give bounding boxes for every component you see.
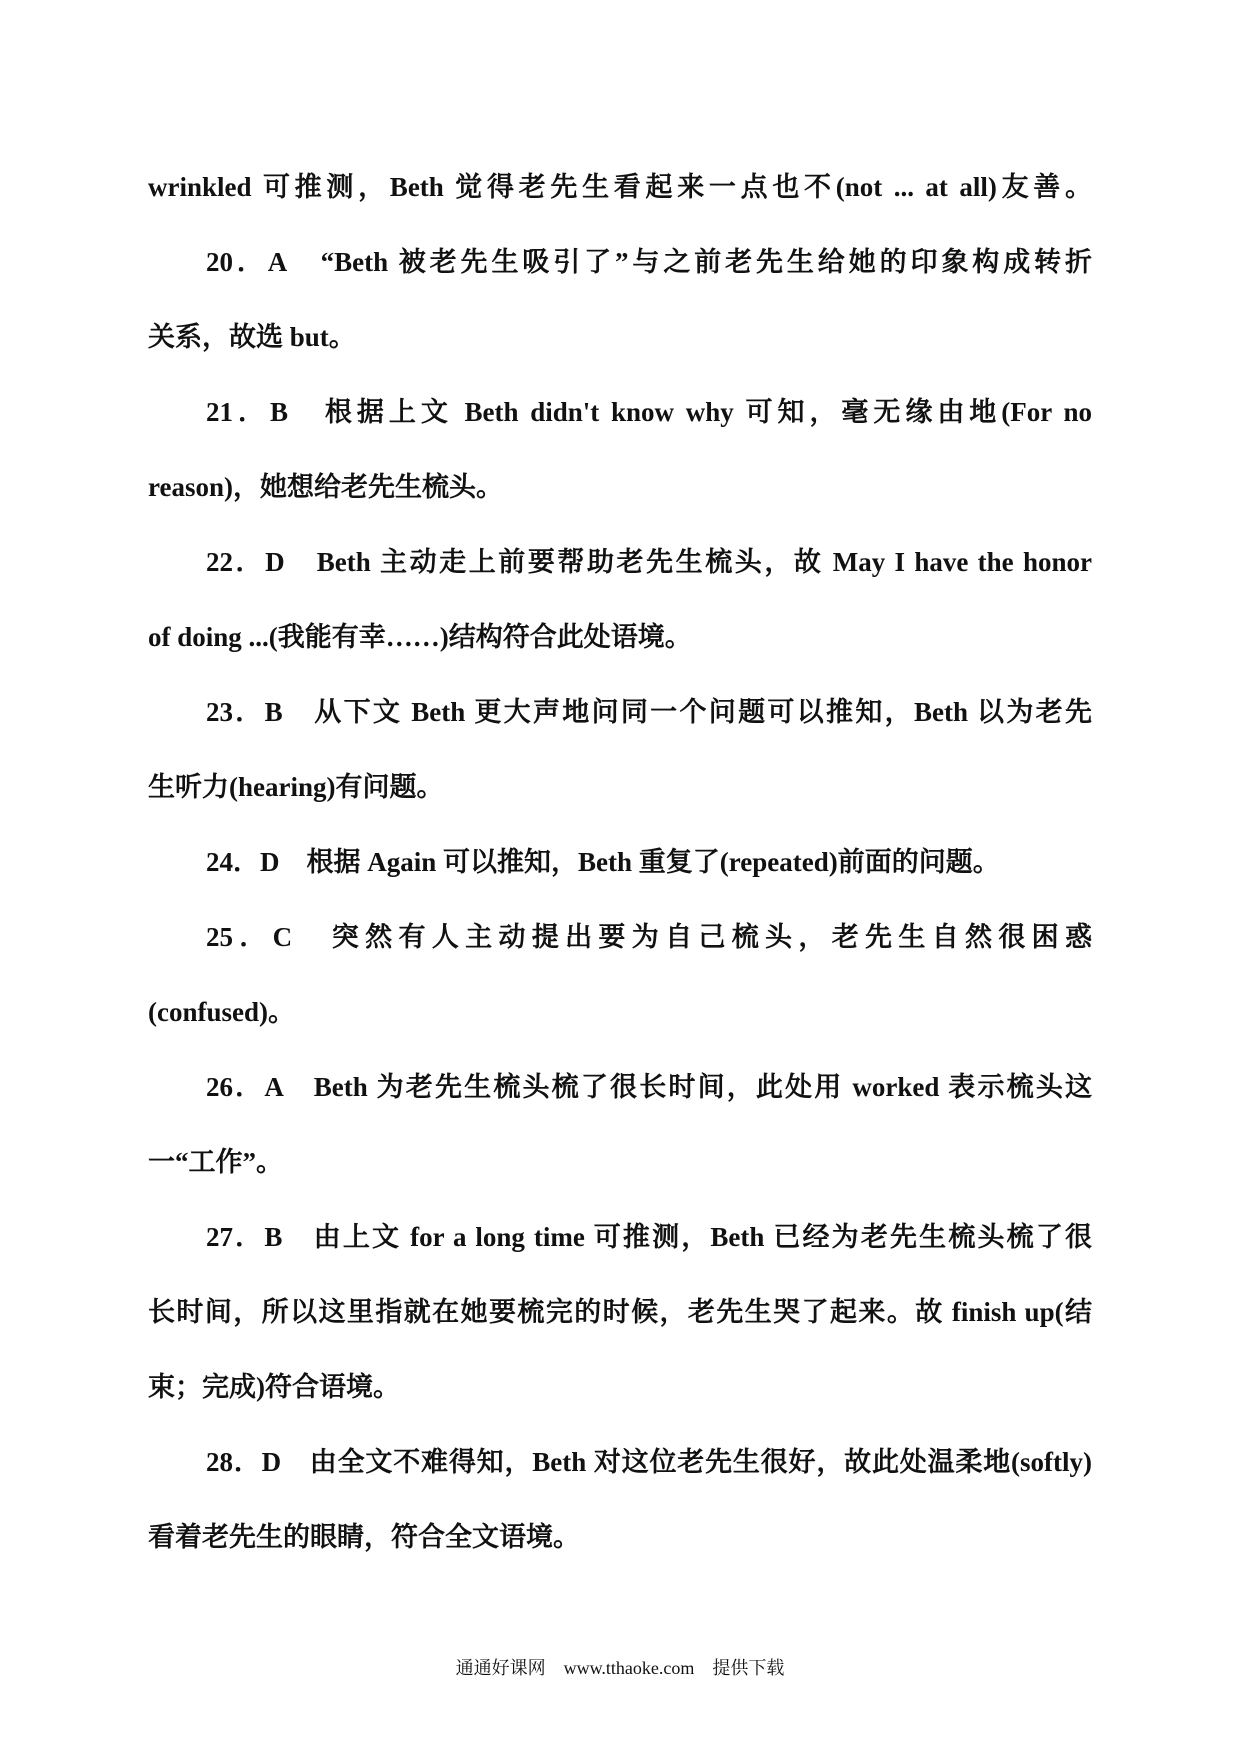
answer-26-line-1: 26．A Beth 为老先生梳头梳了很长时间，此处用 worked 表示梳头这 [206,1072,1092,1102]
answer-21-line-1: 21．B 根据上文 Beth didn't know why 可知，毫无缘由地(For no [206,397,1092,427]
answer-24-line-1: 24．D 根据 Again 可以推知，Beth 重复了(repeated)前面的问题。 [206,847,1000,877]
answer-21-line-2: reason)，她想给老先生梳头。 [148,472,503,502]
answer-28-line-2: 看着老先生的眼睛，符合全文语境。 [148,1522,580,1552]
answer-28-line-1: 28．D 由全文不难得知，Beth 对这位老先生很好，故此处温柔地(softly) [206,1447,1092,1477]
page-footer: 通通好课网 www.tthaoke.com 提供下载 [455,1658,785,1678]
answer-20-line-1: 20．A “Beth 被老先生吸引了”与之前老先生给她的印象构成转折 [206,247,1092,277]
answer-22-line-1: 22．D Beth 主动走上前要帮助老先生梳头，故 May I have the honor [206,547,1092,577]
answer-explanations [148,150,1092,1575]
answer-23-line-2: 生听力(hearing)有问题。 [148,772,444,802]
answer-27-line-2: 长时间，所以这里指就在她要梳完的时候，老先生哭了起来。故 finish up(结 [148,1297,1092,1327]
answer-23-line-1: 23．B 从下文 Beth 更大声地问同一个问题可以推知，Beth 以为老先 [206,697,1092,727]
answer-22-line-2: of doing ...(我能有幸……)结构符合此处语境。 [148,622,692,652]
answer-27-line-1: 27．B 由上文 for a long time 可推测，Beth 已经为老先生梳头梳了很 [206,1222,1092,1252]
text-line: wrinkled 可推测，Beth 觉得老先生看起来一点也不(not ... at all)友善。 [148,172,1092,202]
answer-25-line-2: (confused)。 [148,997,295,1027]
answer-25-line-1: 25．C 突然有人主动提出要为自己梳头，老先生自然很困惑 [206,922,1092,952]
answer-20-line-2: 关系，故选 but。 [148,322,356,352]
answer-26-line-2: 一“工作”。 [148,1147,283,1177]
answer-27-line-3: 束；完成)符合语境。 [148,1372,400,1402]
